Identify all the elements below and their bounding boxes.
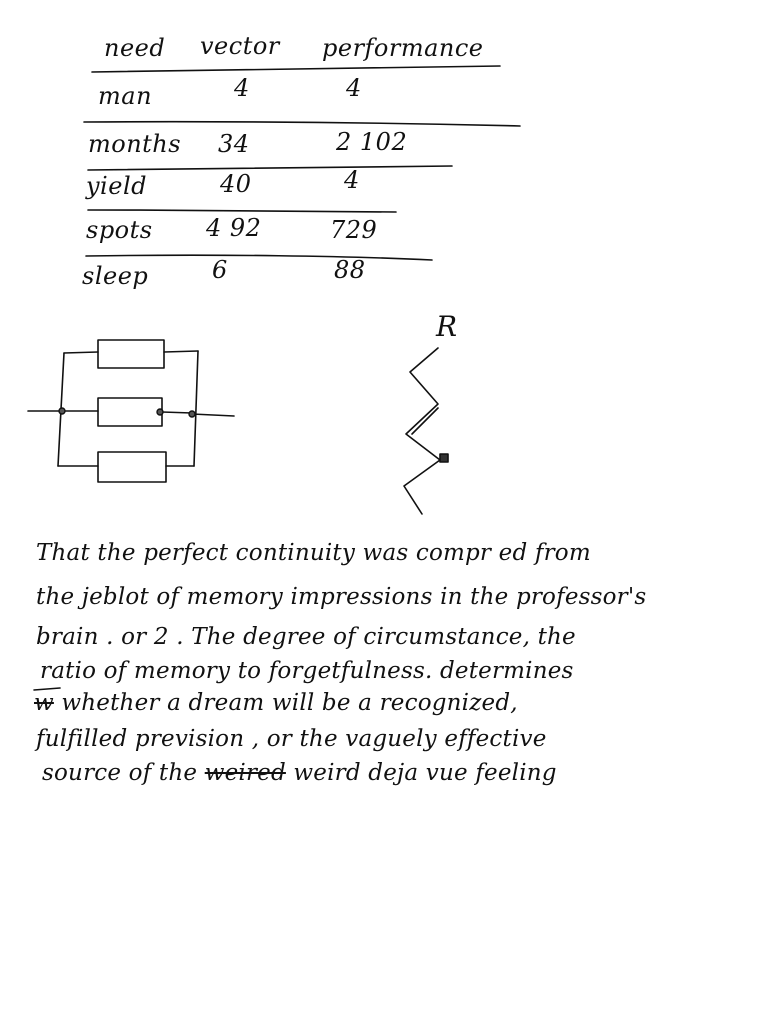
table-cell-performance: 4 — [346, 74, 362, 102]
paragraph-line — [36, 584, 646, 610]
paragraph-line-text: whether a dream will be a recognized, — [53, 690, 518, 716]
paragraph-line-text: weird deja vue feeling — [285, 760, 557, 786]
table-cell-vector: 4 — [234, 74, 250, 102]
table-cell-vector: 34 — [218, 130, 250, 158]
resistor-label: R — [436, 310, 458, 343]
paragraph-line — [42, 760, 557, 786]
table-cell-vector: 6 — [212, 256, 228, 284]
paragraph-line-text: brain . or 2 . The degree of circumstance, the — [36, 624, 576, 650]
paragraph-line-text: fulfilled prevision , or the vaguely effective — [36, 726, 547, 752]
paragraph-line-text: ratio of memory to forgetfulness. determines — [40, 658, 574, 684]
table-rule — [92, 66, 500, 72]
table-header-need: need — [104, 34, 166, 62]
paragraph-line — [36, 540, 591, 566]
table-row-label: man — [98, 82, 153, 110]
table-cell-performance: 729 — [330, 216, 378, 244]
table-row-label: months — [88, 130, 182, 158]
table-header-performance: performance — [322, 34, 484, 62]
table-header-vector: vector — [200, 32, 280, 60]
paragraph-line-text: source of the — [42, 760, 205, 786]
table-row-label: spots — [86, 216, 153, 244]
paragraph-line — [40, 658, 574, 684]
table-cell-vector: 40 — [220, 170, 252, 198]
variable-resistor-symbol — [404, 348, 448, 514]
table-cell-vector: 4 92 — [206, 214, 262, 242]
parallel-circuit-diagram — [28, 340, 234, 482]
paragraph-line — [34, 690, 518, 716]
paragraph-line — [36, 726, 547, 752]
table-cell-performance: 2 102 — [336, 128, 408, 156]
table-rule — [88, 166, 452, 170]
table-rule — [84, 122, 520, 126]
table-cell-performance: 88 — [334, 256, 366, 284]
table-rule — [86, 255, 432, 260]
paragraph-line-text: the jeblot of memory impressions in the professor's — [36, 584, 647, 610]
table-rule — [88, 210, 396, 212]
table-cell-performance: 4 — [344, 166, 360, 194]
table-row-label: sleep — [82, 262, 149, 290]
paragraph-struck-text: w — [34, 690, 54, 716]
table-row-label: yield — [86, 172, 147, 200]
paragraph-line — [36, 624, 576, 650]
paragraph-struck-text: weired — [204, 760, 286, 786]
paragraph-line-text: That the perfect continuity was compr ed from — [36, 540, 591, 566]
